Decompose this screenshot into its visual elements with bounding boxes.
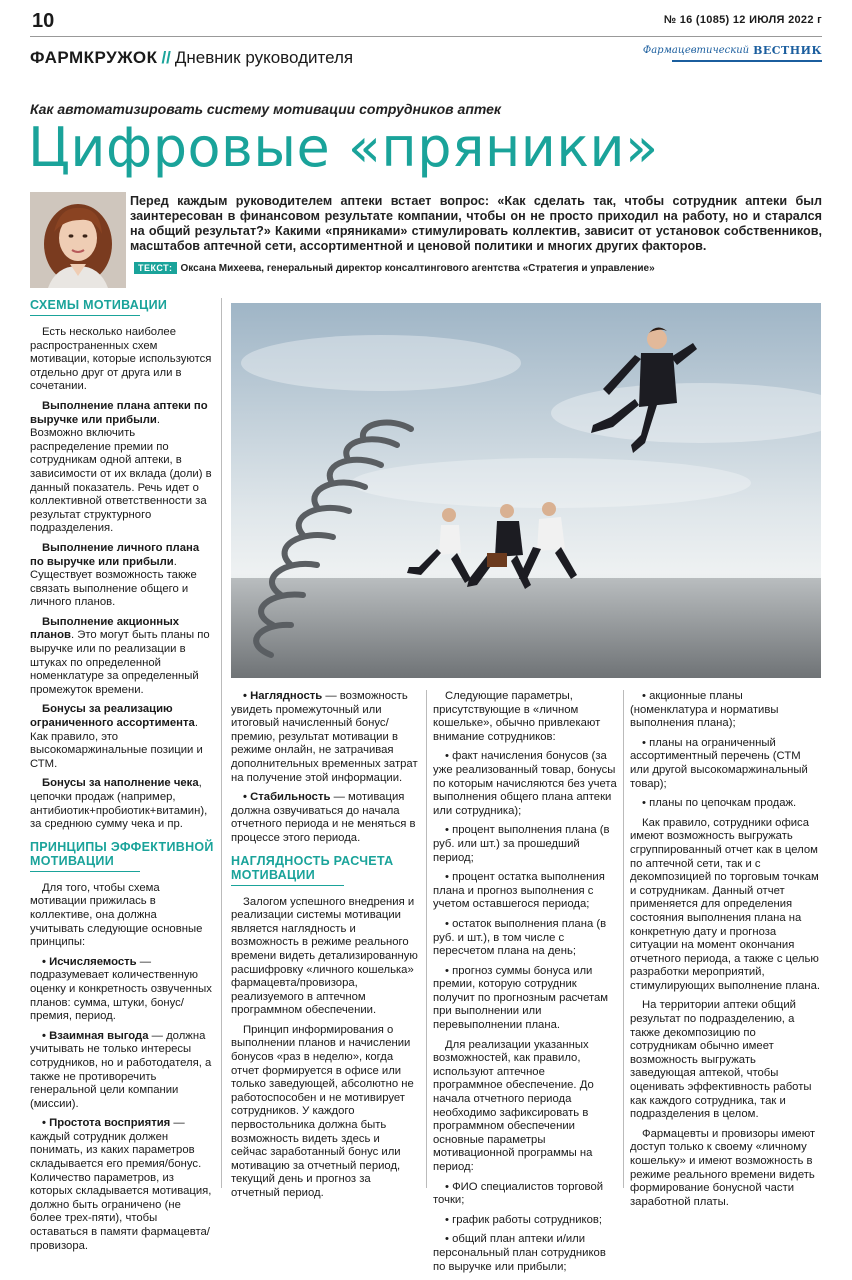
paragraph	[30, 777, 214, 831]
article-lead: Перед каждым руководителем аптеки встает вопрос: «Как сделать так, чтобы сотрудник аптеки был заинтересован в финансовом результате компании, чтобы он не просто приходил на работу, но и старался на общий результат?» Какими «пряниками» стимулировать коллектив, зависит от установок собственников, масштабов аптечной сети, ассортиментной и ценовой политики и многих других факторов.	[130, 194, 822, 253]
column-4	[630, 690, 822, 1215]
author-avatar	[30, 192, 126, 288]
paragraph-text: , цепочки продаж (например, антибиотик+пробиотик+витамин), за среднюю сумму чека и пр.	[30, 777, 208, 831]
list-item: • факт начисления бонусов (за уже реализованный товар, бонусы по которым начисляются без учета выполнения общего плана аптеки или сотрудника);	[433, 750, 617, 817]
paragraph-text: — возможность увидеть промежуточный или итоговый начисленный бонус/премию, результат мотивации в режиме онлайн, не затрачивая дополнительных временных затрат на получение этой информации.	[231, 690, 418, 784]
list-item: • планы по цепочкам продаж.	[642, 797, 797, 810]
byline	[134, 262, 655, 274]
paragraph-text: . Это могут быть планы по выручке или по реализации в штуках по определенной номенклатуре за определенный промежуток времени.	[30, 629, 210, 696]
masthead-logo	[643, 44, 822, 57]
paragraph: Как правило, сотрудники офиса имеют возможность выгружать сгруппированный отчет как в целом по аптечной сети, так и с декомпозицией по торговым точкам и сотрудникам. Данный отчет применяется для определения состояния выполнения плана на конкретную дату и прогноза ситуации на момент окончания отчетного периода, а также с целью разработки мероприятий, стимулирующих выполнение плана.	[630, 816, 821, 992]
paragraph-text: — каждый сотрудник должен понимать, из каких параметров складывается его премия/бонус. Количество параметров, из которых складывается мотивация, должно быть ограничено (не более трех-пяти), чтобы оставаться в памяти фармацевта/провизора.	[30, 1117, 212, 1252]
issue-info: № 16 (1085) 12 ИЮЛЯ 2022 г	[663, 14, 822, 26]
paragraph: Есть несколько наиболее распространенных схем мотивации, которые используются отдельно друг от друга или в сочетании.	[30, 326, 212, 393]
main-photo	[231, 303, 821, 678]
list-item: • остаток выполнения плана (в руб. и шт.), в том числе с пересчетом плана на день;	[433, 917, 607, 958]
paragraph-text: — подразумевает количественную оценку и конкретность озвученных планов: сумма, штуки, бонус/премия, период.	[30, 955, 212, 1023]
bold-term: • Взаимная выгода	[42, 1029, 149, 1042]
paragraph-text: . Как правило, это высокомаржинальные позиции и СТМ.	[30, 717, 203, 770]
byline-author: Оксана Михеева, генеральный директор консалтингового агентства «Стратегия и управление»	[180, 262, 655, 274]
list-item: • ФИО специалистов торговой точки;	[433, 1180, 604, 1207]
paragraph	[30, 542, 214, 610]
bold-term: • Наглядность	[243, 690, 323, 702]
paragraph: На территории аптеки общий результат по подразделению, а также декомпозицию по сотрудникам обычно имеет возможность выгружать заведующая аптекой, чтобы оценивать эффективность работы как каждого сотрудника, так и подразделения в целом.	[630, 999, 812, 1121]
list-item: • планы на ограниченный ассортиментный перечень (СТМ или другой высокомаржинальный товар);	[630, 736, 808, 790]
paragraph	[231, 791, 419, 845]
bold-term: Бонусы за реализацию ограниченного ассортимента	[30, 703, 195, 730]
section-rule	[30, 315, 140, 316]
article-kicker: Как автоматизировать систему мотивации сотрудников аптек	[30, 101, 502, 117]
masthead-rule	[672, 60, 822, 62]
section-rule	[231, 885, 344, 886]
rubric	[30, 48, 353, 68]
top-rule	[30, 36, 822, 37]
paragraph	[30, 1117, 214, 1253]
bold-term: • Простота восприятия	[42, 1117, 171, 1130]
paragraph-text: . Возможно включить распределение премии по сотрудникам одной аптеки, в зависимости от их вклада (доли) в данный показатель. Речь идет о коллективной ответственности за результат структурного подразделения.	[30, 413, 212, 535]
list-item: • график работы сотрудников;	[445, 1213, 603, 1226]
section-heading-schemes: СХЕМЫ МОТИВАЦИИ	[30, 298, 168, 312]
list-item: • процент остатка выполнения плана и прогноз выполнения с учетом оставшегося периода;	[433, 871, 605, 911]
column-divider	[221, 298, 222, 1188]
paragraph-text: . Существует возможность также связать выполнение общего и личного планов.	[30, 555, 197, 609]
article-title: Цифровые «пряники»	[28, 116, 659, 179]
paragraph-text: — должна учитывать не только интересы сотрудников, но и работодателя, а также не противоречить генеральной цели компании (миссии).	[30, 1029, 212, 1110]
section-heading-principles: ПРИНЦИПЫ ЭФФЕКТИВНОЙ МОТИВАЦИИ	[30, 839, 214, 868]
bold-term: • Стабильность	[243, 791, 331, 804]
rubric-main: ФАРМКРУЖОК	[30, 48, 158, 67]
paragraph: Для реализации указанных возможностей, как правило, используют аптечное программное обеспечение. До начала отчетного периода необходимо зафиксировать в программном обеспечении основные параметры мотивационной программы на период:	[433, 1038, 594, 1173]
list-item: • общий план аптеки и/или персональный план сотрудников по выручке или прибыли;	[433, 1233, 606, 1273]
masthead-bold: ВЕСТНИК	[753, 44, 822, 57]
bold-term: Выполнение личного плана по выручке или прибыли	[30, 541, 200, 568]
paragraph-text: — мотивация должна озвучиваться до начала отчетного периода и не меняться в процессе этого периода.	[231, 791, 416, 844]
list-item: • процент выполнения плана (в руб. или шт.) за прошедший период;	[433, 824, 610, 864]
bold-term: • Исчисляемость	[42, 955, 137, 968]
author-portrait-icon	[30, 192, 126, 288]
paragraph	[30, 703, 214, 771]
paragraph	[30, 616, 214, 698]
bold-term: Бонусы за наполнение чека	[42, 777, 199, 790]
column-2	[231, 690, 419, 1207]
paragraph	[231, 690, 419, 785]
paragraph: Следующие параметры, присутствующие в «личном кошельке», обычно привлекают внимание сотрудников:	[433, 690, 601, 743]
bold-term: Выполнение плана аптеки по выручке или прибыли	[30, 399, 208, 426]
rubric-sub: Дневник руководителя	[174, 48, 354, 67]
column-divider	[623, 690, 624, 1188]
rubric-separator: //	[161, 48, 171, 67]
list-item: • прогноз суммы бонуса или премии, которую сотрудник получит по прогнозным расчетам при выполнении или перевыполнении плана.	[433, 964, 609, 1032]
paragraph	[30, 956, 214, 1024]
paragraph	[30, 1030, 214, 1112]
section-rule	[30, 871, 140, 872]
paragraph: Принцип информирования о выполнении планов и начислении бонусов «раз в неделю», когда отчет формируется в офисе или только заведующей, абсолютно не работоспособен и не мотивирует сотрудников. У каждого первостольника должна быть возможность видеть здесь и сейчас заработанный бонус или мотивацию за отчетный период, текущий день и прогноз за отчетный период.	[231, 1023, 414, 1199]
column-1	[30, 298, 214, 1259]
column-divider	[426, 690, 427, 1188]
bold-term: Выполнение акционных планов	[30, 615, 180, 642]
column-3	[433, 690, 617, 1280]
masthead-script: Фармацевтический	[642, 45, 750, 56]
section-heading-visibility: НАГЛЯДНОСТЬ РАСЧЕТА МОТИВАЦИИ	[231, 853, 394, 882]
paragraph	[30, 400, 214, 536]
page-number: 10	[32, 10, 55, 32]
list-item: • акционные планы (номенклатура и нормативы выполнения плана);	[630, 690, 779, 730]
paragraph: Залогом успешного внедрения и реализации системы мотивации является наглядность и возможность в режиме реального времени видеть детализированную расшифровку «личного кошелька» фармацевта/провизора, реализуемого в аптечном программном обеспечении.	[231, 895, 418, 1017]
paragraph: Для того, чтобы схема мотивации прижилась в коллективе, она должна учитывать следующие основные принципы:	[30, 881, 203, 949]
byline-tag: ТЕКСТ:	[134, 262, 177, 274]
springboard-photo-icon	[231, 303, 821, 678]
paragraph: Фармацевты и провизоры имеют доступ только к своему «личному кошельку» и имеют возможность в режиме реального времени видеть формирование бонусной части заработной платы.	[630, 1127, 816, 1208]
